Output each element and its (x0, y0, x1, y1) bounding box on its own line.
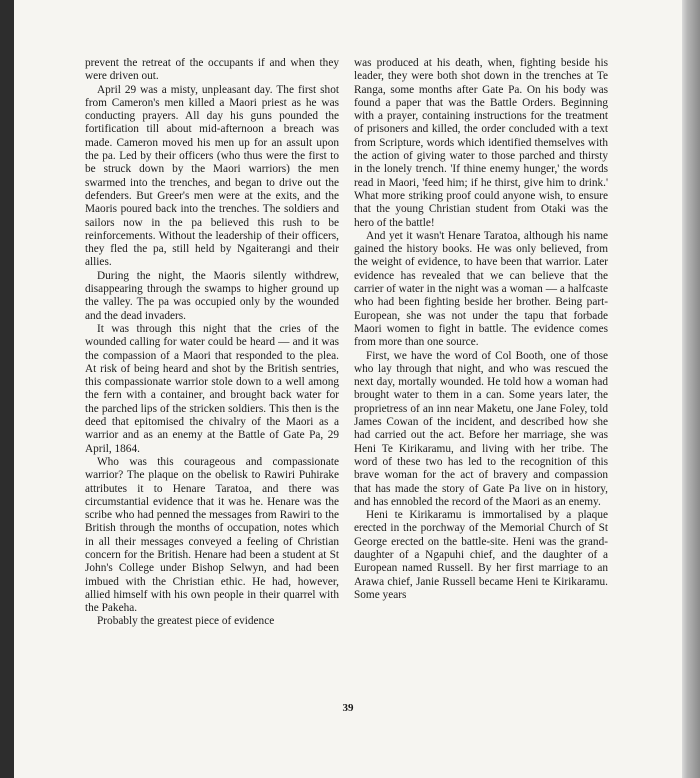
paragraph: Heni te Kirikaramu is immortalised by a plaque erected in the porchway of the Memorial Church of St George erected on the battle-site. Heni was the grand-daughter of a Ngapuhi chief, and the daughter of a European named Russell. By her first marriage to an Arawa chief, Janie Russell became Heni te Kirikaramu. Some years (354, 509, 608, 601)
right-column (354, 57, 608, 602)
paragraph: was produced at his death, when, fighting beside his leader, they were both shot down in the trenches at Te Ranga, some months after Gate Pa. On his body was found a paper that was the Battle Orders. Beginning with a prayer, containing instructions for the treatment of prisoners and killed, the order concluded with a text from Scripture, words which identified themselves with the action of giving water to those parched and thirsty in the lonely trench. 'If thine enemy hunger,' the words read in Maori, 'feed him; if he thirst, give him to drink.' What more striking proof could anyone wish, to ensure that the young Christian student from Otaki was the hero of the battle! (354, 57, 608, 229)
paragraph: And yet it wasn't Henare Taratoa, although his name gained the history books. He was only believed, from the weight of evidence, to have been that warrior. Later evidence has revealed that we can believe that the carrier of water in the night was a woman — a halfcaste who had been fighting beside her brother. Being part-European, she was not under the tapu that forbade Maori women to fight in battle. The evidence comes from more than one source. (354, 229, 608, 349)
paragraph: It was through this night that the cries of the wounded calling for water could be heard — and it was the compassion of a Maori that responded to the plea. At risk of being heard and shot by the British sentries, this compassionate warrior stole down to a well among the fern with a container, and brought back water for the parched lips of the stricken soldiers. This then is the deed that epitomised the chivalry of the Maori as a warrior and as an enemy at the Battle of Gate Pa, 29 April, 1864. (85, 322, 339, 455)
book-page (14, 0, 682, 778)
paragraph: During the night, the Maoris silently withdrew, disappearing through the swamps to higher ground up the valley. The pa was occupied only by the wounded and the dead invaders. (85, 269, 339, 322)
paragraph: Who was this courageous and compassionate warrior? The plaque on the obelisk to Rawiri Puhirake attributes it to Henare Taratoa, and there was circumstantial evidence that it was he. Henare was the scribe who had penned the messages from Rawiri to the British through the months of occupation, notes which in all their messages conveyed a feeling of Christian concern for the British. Henare had been a student at St John's College under Bishop Selwyn, and had been imbued with the Christian ethic. He had, however, allied himself with his own people in their quarrel with the Pakeha. (85, 455, 339, 615)
paragraph: prevent the retreat of the occupants if and when they were driven out. (85, 57, 339, 83)
paragraph: First, we have the word of Col Booth, one of those who lay through that night, and who was rescued the next day, mortally wounded. He told how a woman had brought water to them in a can. Some years later, the proprietress of an inn near Maketu, one Jane Foley, told James Cowan of the incident, and described how she had carried out the act. Before her marriage, she was Heni Te Kirikaramu, and living with her tribe. The word of these two has led to the recognition of this brave woman for the act of bravery and compassion that has made the story of Gate Pa live on in history, and has ennobled the record of the Maori as an enemy. (354, 349, 608, 508)
page-number: 39 (342, 702, 354, 714)
left-column (85, 57, 339, 629)
paragraph: April 29 was a misty, unpleasant day. The first shot from Cameron's men killed a Maori priest as he was conducting prayers. All day his guns pounded the fortification till about mid-afternoon a breach was made. Cameron moved his men up for an assult upon the pa. Led by their officers (who thus were the first to be struck down by the Maori warriors) the men swarmed into the trenches, and began to drive out the defenders. But Greer's men were at the exits, and the Maoris poured back into the trenches. The soldiers and sailors now in the pa believed this rush to be reinforcements. Without the leadership of their officers, they fled the pa, still held by Ngaiterangi and their allies. (85, 83, 339, 269)
scan-edge-right (682, 0, 700, 778)
paragraph: Probably the greatest piece of evidence (97, 615, 275, 628)
scan-edge-left (0, 0, 14, 778)
